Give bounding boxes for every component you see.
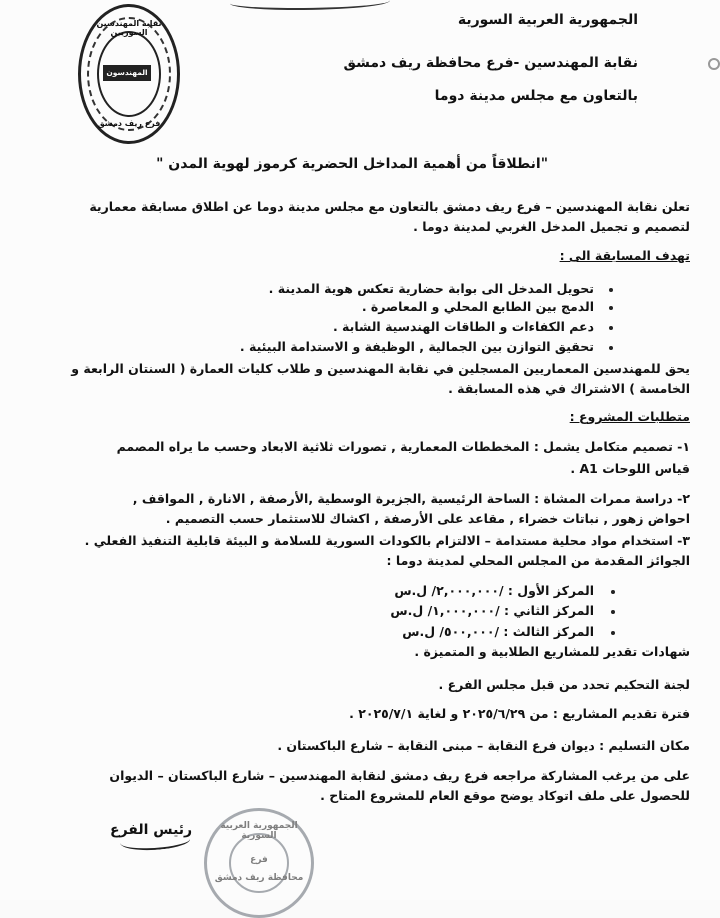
goal-item: الدمج بين الطابع المحلي و المعاصرة . [361, 299, 594, 314]
header-syndicate: نقابة المهندسين -فرع محافظة ريف دمشق [343, 55, 638, 71]
requirement-3: ٣- استخدام مواد محلية مستدامة – الالتزام بالكودات السورية للسلامة و البيئة قابلية التنفيذ الفعلي . [84, 533, 690, 548]
document-title: "انطلاقاً من أهمية المداخل الحضرية كرموز لهوية المدن " [156, 156, 548, 172]
stamp-mid-text: فرع [250, 855, 268, 865]
bullet [611, 590, 615, 594]
requirement-1-line-2: قياس اللوحات A1 . [570, 461, 690, 476]
seal-center-text: المهندسون [103, 65, 151, 81]
goals-heading: تهدف المسابقة الى : [559, 248, 690, 263]
requirements-heading: متطلبات المشروع : [569, 409, 690, 424]
bullet [611, 631, 615, 635]
syndicate-seal [78, 4, 180, 144]
intro-line-1: تعلن نقابة المهندسين – فرع ريف دمشق بالتعاون مع مجلس مدينة دوما عن اطلاق مسابقة معمارية [89, 199, 690, 214]
submission-place: مكان التسليم : ديوان فرع النقابة – مبنى النقابة – شارع الباكستان . [277, 738, 690, 753]
header-cooperation: بالتعاون مع مجلس مدينة دوما [434, 88, 638, 104]
handwriting-stroke [230, 0, 390, 10]
eligibility-line-2: الخامسة ) الاشتراك في هذه المسابقة . [448, 381, 690, 396]
goal-item: دعم الكفاءات و الطاقات الهندسية الشابة . [332, 319, 594, 334]
committee-note: لجنة التحكيم تحدد من قبل مجلس الفرع . [438, 677, 690, 692]
requirement-2-line-1: ٢- دراسة ممرات المشاة : الساحة الرئيسية ,الجزيرة الوسطية ,الأرصفة , الانارة , المواقف , [132, 491, 690, 506]
contact-line-2: للحصول على ملف اتوكاد يوضح موقع العام للمشروع المتاح . [320, 788, 690, 803]
stamp-bottom-text: محافظة ريف دمشق [214, 873, 304, 883]
prize-third: المركز الثالث : /٥٠٠,٠٠٠/ ل.س [402, 624, 594, 639]
goal-item: تحقيق التوازن بين الجمالية , الوظيفة و الاستدامة البيئية . [239, 339, 594, 354]
prizes-heading: الجوائز المقدمة من المجلس المحلي لمدينة دوما : [386, 553, 690, 568]
bullet [609, 306, 613, 310]
bullet [609, 326, 613, 330]
intro-line-2: لتصميم و تجميل المدخل الغربي لمدينة دوما . [413, 219, 690, 234]
punch-hole [708, 58, 720, 70]
contact-line-1: على من يرغب المشاركة مراجعه فرع ريف دمشق لنقابة المهندسين – شارع الباكستان – الديوان [109, 768, 690, 783]
bullet [609, 346, 613, 350]
signature-title: رئيس الفرع [110, 822, 193, 838]
official-stamp [204, 808, 314, 918]
submission-period: فترة تقديم المشاريع : من ٢٠٢٥/٦/٢٩ و لغاية ٢٠٢٥/٧/١ . [349, 706, 690, 721]
certificates-note: شهادات تقدير للمشاريع الطلابية و المتميزة . [414, 644, 690, 659]
requirement-1-line-1: ١- تصميم متكامل يشمل : المخططات المعمارية , تصورات ثلاثية الابعاد وحسب ما يراه المصمم [116, 439, 690, 454]
prize-first: المركز الأول : /٢,٠٠٠,٠٠٠/ ل.س [394, 583, 594, 598]
bullet [611, 610, 615, 614]
requirement-2-line-2: احواض زهور , نباتات خضراء , مقاعد على الأرصفة , اكشاك للاستثمار حسب التصميم . [165, 511, 690, 526]
eligibility-line-1: يحق للمهندسين المعماريين المسجلين في نقابة المهندسين و طلاب كليات العمارة ( السنتان الرابعة و [71, 361, 690, 376]
seal-bottom-text: فرع ريف دمشق [97, 119, 161, 128]
prize-second: المركز الثاني : /١,٠٠٠,٠٠٠/ ل.س [390, 603, 594, 618]
bullet [609, 288, 613, 292]
stamp-top-text: الجمهورية العربية السورية [220, 821, 298, 841]
header-country: الجمهورية العربية السورية [457, 12, 638, 28]
goal-item: تحويل المدخل الى بوابة حضارية تعكس هوية المدينة . [268, 281, 594, 296]
seal-top-text: نقابة المهندسين السوريين [96, 19, 162, 37]
